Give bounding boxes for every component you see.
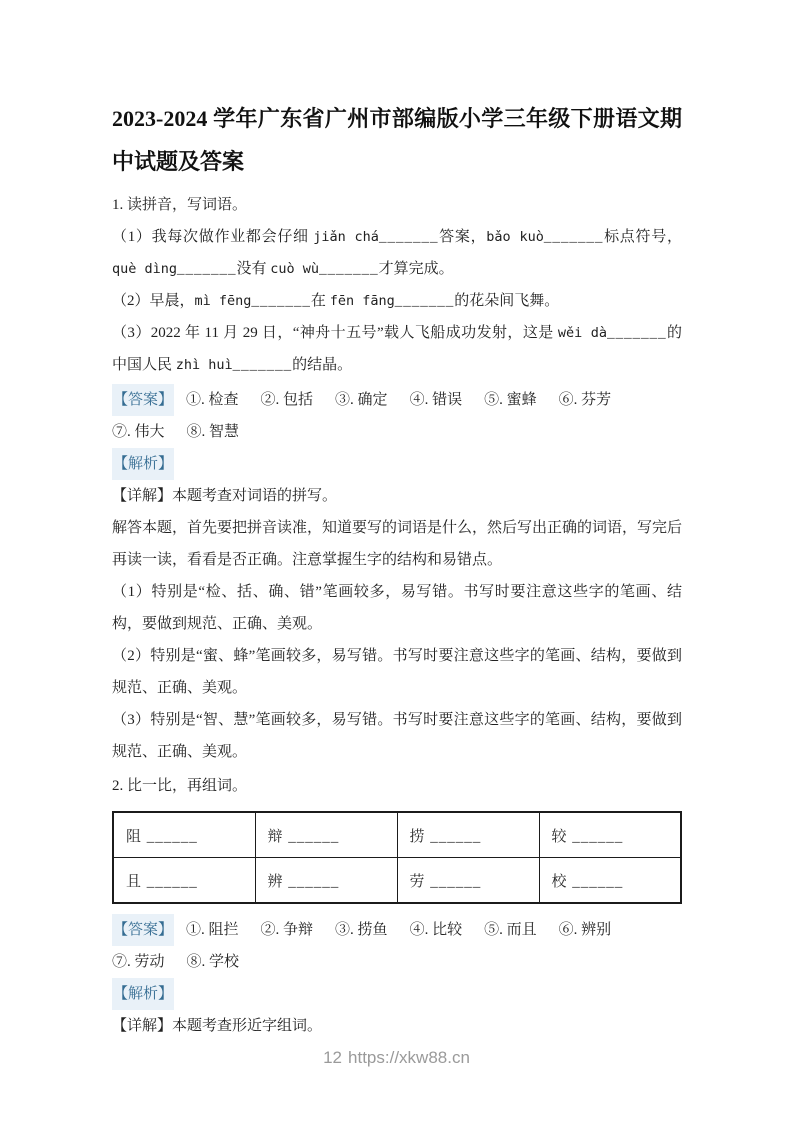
chinese-text: 在 bbox=[310, 293, 330, 309]
pinyin-text: fēn fāng bbox=[329, 293, 395, 309]
table-cell: 捞 ______ bbox=[397, 812, 539, 858]
answer-blank: _______ bbox=[177, 261, 237, 277]
answer-label: 【答案】 bbox=[112, 914, 174, 946]
table-cell: 且 ______ bbox=[113, 858, 255, 904]
detail-label: 【详解】 bbox=[112, 488, 173, 504]
question-1-paragraph-3 bbox=[112, 317, 682, 381]
answer-item: ④. 比较 bbox=[409, 922, 463, 938]
pinyin-text: bǎo kuò bbox=[486, 229, 544, 245]
table-row bbox=[113, 858, 681, 904]
analysis-paragraph: （3）特别是“智、慧”笔画较多，易写错。书写时要注意这些字的笔画、结构，要做到规范、正确、美观。 bbox=[112, 712, 682, 760]
question-1-analysis-paragraphs bbox=[112, 512, 682, 768]
pinyin-text: wěi dà bbox=[557, 325, 608, 341]
detail-text: 本题考查对词语的拼写。 bbox=[172, 488, 338, 504]
page-number: 12 bbox=[323, 1048, 343, 1067]
pinyin-text: zhì huì bbox=[175, 357, 233, 373]
chinese-text: 的结晶。 bbox=[292, 357, 353, 373]
pinyin-text: què dìng bbox=[112, 261, 178, 277]
answer-item: ②. 争辩 bbox=[260, 922, 314, 938]
table-cell: 校 ______ bbox=[539, 858, 681, 904]
answer-item: ③. 捞鱼 bbox=[335, 922, 388, 938]
answer-item: ①. 阻拦 bbox=[186, 922, 239, 938]
document-title: 2023-2024 学年广东省广州市部编版小学三年级下册语文期中试题及答案 bbox=[112, 106, 682, 174]
question-1-answer-line bbox=[112, 384, 682, 448]
analysis-label: 【解析】 bbox=[112, 448, 174, 480]
answer-blank: _______ bbox=[543, 229, 604, 245]
word-table bbox=[112, 811, 682, 904]
question-2-detail-line bbox=[112, 1010, 682, 1042]
answer-item: ⑧. 智慧 bbox=[186, 424, 240, 440]
page-footer bbox=[0, 1048, 793, 1068]
question-2-answer-line bbox=[112, 914, 682, 978]
answer-item: ⑤. 而且 bbox=[484, 922, 537, 938]
analysis-label: 【解析】 bbox=[112, 978, 174, 1010]
answer-item: ⑦. 伟大 bbox=[112, 424, 165, 440]
answer-blank: _______ bbox=[232, 357, 293, 373]
analysis-paragraph: 解答本题，首先要把拼音读准，知道要写的词语是什么，然后写出正确的词语，写完后再读一读，看看是否正确。注意掌握生字的结构和易错点。 bbox=[112, 520, 683, 568]
table-cell: 阻 ______ bbox=[113, 812, 255, 858]
answer-items bbox=[112, 922, 633, 970]
answer-item: ⑥. 辨别 bbox=[558, 922, 612, 938]
chinese-text: 的中国人民 bbox=[112, 325, 682, 373]
question-1-analysis-line bbox=[112, 448, 682, 480]
answer-blank: _______ bbox=[251, 293, 311, 309]
question-1-paragraph-1 bbox=[112, 221, 682, 285]
chinese-text: （3）2022 年 11 月 29 日，“神舟十五号”载人飞船成功发射，这是 bbox=[112, 325, 558, 341]
answer-blank: _______ bbox=[607, 325, 667, 341]
chinese-text: 没有 bbox=[236, 261, 271, 277]
question-1-stem: 1. 读拼音，写词语。 bbox=[112, 197, 248, 213]
chinese-text: 才算完成。 bbox=[378, 261, 454, 277]
table-row bbox=[113, 812, 681, 858]
answer-item: ④. 错误 bbox=[409, 392, 463, 408]
answer-item: ⑧. 学校 bbox=[186, 954, 240, 970]
table-cell: 辩 ______ bbox=[255, 812, 397, 858]
answer-item: ①. 检查 bbox=[186, 392, 239, 408]
table-cell: 辨 ______ bbox=[255, 858, 397, 904]
chinese-text: （1）我每次做作业都会仔细 bbox=[112, 229, 314, 245]
chinese-text: 标点符号， bbox=[603, 229, 682, 245]
answer-blank: _______ bbox=[394, 293, 455, 309]
table-cell: 劳 ______ bbox=[397, 858, 539, 904]
question-2-stem: 2. 比一比，再组词。 bbox=[112, 778, 248, 794]
analysis-paragraph: （2）特别是“蜜、蜂”笔画较多，易写错。书写时要注意这些字的笔画、结构，要做到规范、正确、美观。 bbox=[112, 648, 682, 696]
answer-item: ②. 包括 bbox=[260, 392, 314, 408]
question-2-analysis-line bbox=[112, 978, 682, 1010]
detail-label: 【详解】 bbox=[112, 1018, 173, 1034]
chinese-text: （2）早晨， bbox=[112, 293, 195, 309]
answer-item: ⑦. 劳动 bbox=[112, 954, 165, 970]
question-1-paragraph-2 bbox=[112, 285, 682, 317]
answer-blank: _______ bbox=[319, 261, 379, 277]
pinyin-text: mì fēng bbox=[194, 293, 252, 309]
detail-text: 本题考查形近字组词。 bbox=[172, 1018, 323, 1034]
answer-blank: _______ bbox=[378, 229, 439, 245]
question-1-detail-line bbox=[112, 480, 682, 512]
answer-item: ③. 确定 bbox=[335, 392, 388, 408]
answer-item: ⑥. 芬芳 bbox=[558, 392, 612, 408]
answer-item: ⑤. 蜜蜂 bbox=[484, 392, 537, 408]
word-table-body bbox=[113, 812, 681, 903]
chinese-text: 答案， bbox=[438, 229, 487, 245]
analysis-paragraph: （1）特别是“检、括、确、错”笔画较多，易写错。书写时要注意这些字的笔画、结构，要做到规范、正确、美观。 bbox=[112, 584, 682, 632]
table-cell: 较 ______ bbox=[539, 812, 681, 858]
pinyin-text: jiǎn chá bbox=[313, 229, 379, 245]
answer-items bbox=[112, 392, 633, 440]
pinyin-text: cuò wù bbox=[270, 261, 320, 277]
answer-label: 【答案】 bbox=[112, 384, 174, 416]
chinese-text: 的花朵间飞舞。 bbox=[454, 293, 560, 309]
footer-url: https://xkw88.cn bbox=[348, 1048, 470, 1067]
